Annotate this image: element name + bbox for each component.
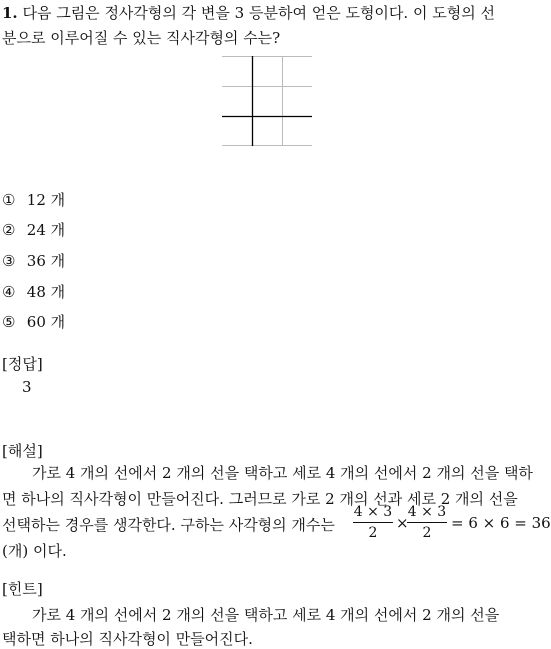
hint-title: [힌트] (2, 580, 43, 598)
option-1-text: 12 개 (26, 191, 66, 209)
fraction-2-denominator: 2 (422, 525, 432, 541)
explanation-line-2: 면 하나의 직사각형이 만들어진다. 그러므로 가로 2 개의 선과 세로 2 개의 선을 (2, 490, 518, 508)
fraction-1-denominator: 2 (368, 525, 378, 541)
option-5[interactable] (2, 311, 65, 332)
explanation-fraction-1 (353, 503, 393, 542)
explanation-line-1: 가로 4 개의 선에서 2 개의 선을 택하고 세로 4 개의 선에서 2 개의 선을 택하 (32, 464, 533, 482)
answer-value: 3 (22, 378, 32, 396)
question-text-1: 다음 그림은 정사각형의 각 변을 3 등분하여 얻은 도형이다. 이 도형의 선 (22, 4, 495, 22)
explanation-fraction-2 (407, 503, 447, 542)
question-text-2: 분으로 이루어질 수 있는 직사각형의 수는? (2, 29, 281, 47)
option-1[interactable] (2, 189, 65, 210)
option-2-mark: ② (2, 221, 16, 239)
option-3[interactable] (2, 250, 65, 271)
hint-line-2: 택하면 하나의 직사각형이 만들어진다. (2, 630, 253, 648)
option-3-text: 36 개 (26, 252, 66, 270)
trisected-square-figure (222, 56, 312, 146)
option-4-mark: ④ (2, 283, 16, 301)
option-3-mark: ③ (2, 252, 16, 270)
hint-line-1: 가로 4 개의 선에서 2 개의 선을 택하고 세로 4 개의 선에서 2 개의 선을 (32, 606, 500, 624)
fraction-1-numerator: 4 × 3 (353, 504, 393, 520)
option-5-text: 60 개 (26, 313, 66, 331)
fraction-2-numerator: 4 × 3 (407, 504, 447, 520)
explanation-line-3: 선택하는 경우를 생각한다. 구하는 사각형의 개수는 (2, 516, 335, 534)
option-1-mark: ① (2, 191, 16, 209)
option-2[interactable] (2, 219, 65, 240)
answer-title: [정답] (2, 355, 43, 373)
fraction-2-bar (407, 522, 447, 523)
explanation-times-sign: × (396, 514, 409, 532)
option-4-text: 48 개 (26, 283, 66, 301)
fraction-1-bar (353, 522, 393, 523)
question-line-1 (2, 2, 495, 23)
explanation-line-4: (개) 이다. (2, 542, 67, 560)
option-5-mark: ⑤ (2, 313, 16, 331)
question-line-2 (2, 27, 280, 48)
option-4[interactable] (2, 281, 65, 302)
explanation-title: [해설] (2, 442, 43, 460)
option-2-text: 24 개 (26, 221, 66, 239)
question-number: 1. (2, 4, 18, 22)
explanation-result: = 6 × 6 = 36 (451, 514, 551, 532)
